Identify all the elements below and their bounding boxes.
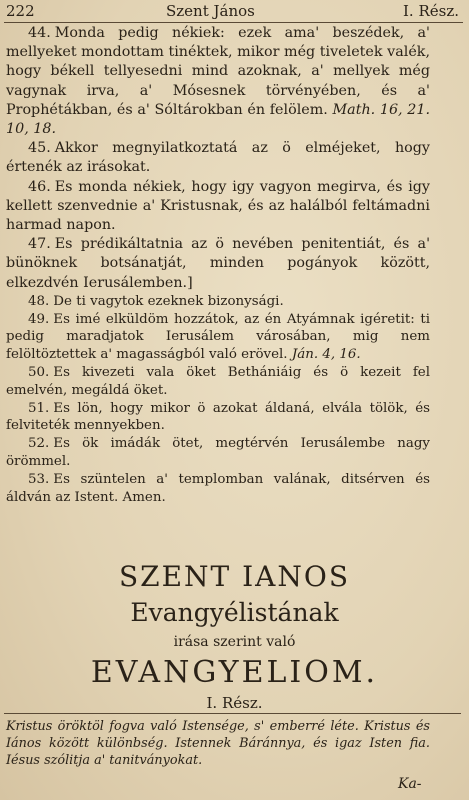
verse — [6, 235, 430, 293]
running-head — [6, 0, 459, 22]
book-heading-evangelist: Evangyélistának — [130, 598, 339, 627]
verse-text: Es lön, hogy mikor ö azokat áldaná, elvála tölök, és felviteték mennyekben. — [6, 400, 430, 434]
verse-number: 52. — [28, 436, 50, 452]
page-number: 222 — [6, 2, 35, 20]
chapter-heading: I. Rész. — [206, 694, 263, 712]
verse-text: Es imé elküldöm hozzátok, az én Atyámnak igéretit: ti pedig maradjatok Ierusálem városában, mig nem felöltöztettek a' magasságból való erövel. — [6, 311, 430, 363]
heading-divider — [4, 713, 461, 714]
verse-number: 51. — [28, 400, 50, 416]
verse-number: 49. — [28, 311, 50, 327]
book-heading-saint: SZENT IANOS — [118, 560, 351, 593]
verse-text: Es kivezeti vala öket Bethániáig és ö kezeit fel emelvén, megáldá öket. — [6, 365, 430, 398]
book-heading-gospel: EVANGYELIOM. — [90, 655, 379, 690]
verse-text: Es ök imádák ötet, megtérvén Ierusálembe nagy örömmel. — [6, 436, 430, 470]
verse-text: Es prédikáltatnia az ö nevében penitentiát, és a' bünöknek botsánatját, minden pogányok között, elkezdvén Ierusálemben.] — [6, 236, 430, 291]
verse — [6, 364, 430, 400]
verse — [6, 293, 430, 311]
header-divider — [4, 22, 463, 23]
verse-number: 53. — [28, 471, 50, 487]
verse-number: 48. — [28, 293, 50, 309]
verse-text: De ti vagytok ezeknek bizonysági. — [53, 293, 284, 309]
chapter-label: I. Rész. — [402, 2, 459, 20]
running-title: Szent János — [166, 2, 255, 20]
verse-text: Akkor megnyilatkoztatá az ö elméjeket, hogy értenék az irásokat. — [6, 140, 430, 176]
cross-reference: Ján. 4, 16. — [291, 347, 361, 363]
verse-number: 46. — [28, 178, 51, 195]
verse-list — [6, 24, 430, 506]
chapter-summary: Kristus öröktöl fogva való Istensége, s' emberré léte. Kristus és Iános között különbség. Istennek Báránnya, és igaz Isten fia. Iésus szólitja a' tanitványokat. — [6, 719, 430, 768]
verse — [6, 400, 430, 436]
verse — [6, 311, 430, 364]
verse — [6, 139, 430, 177]
verse-text: Monda pedig nékiek: ezek ama' beszédek, a' mellyeket mondottam tinéktek, mikor még tiveletek valék, hogy békell tellyesedni mind azoknak, a' mellyek még vagynak irva, a' Mósesnek törvényében, és a' Prophétákban, és a' Sóltárokban én felölem. — [6, 25, 430, 118]
verse-number: 45. — [28, 140, 51, 157]
verse-number: 50. — [28, 365, 50, 381]
verse-number: 47. — [28, 236, 51, 253]
book-heading-according: irása szerint való — [173, 634, 296, 650]
verse — [6, 435, 430, 471]
catchword: Ka- — [398, 776, 422, 792]
cross-reference: Math. 16, 21. 10, 18. — [6, 101, 431, 138]
verse — [6, 471, 430, 507]
verse — [6, 24, 430, 139]
verse-text: Es szüntelen a' templomban valának, ditsérven és áldván az Istent. Amen. — [6, 471, 430, 505]
verse-text: Es monda nékiek, hogy igy vagyon megirva, és igy kellett szenvednie a' Kristusnak, és az halálból feltámadni harmad napon. — [6, 178, 430, 234]
verse-number: 44. — [28, 25, 51, 41]
verse — [6, 178, 430, 236]
